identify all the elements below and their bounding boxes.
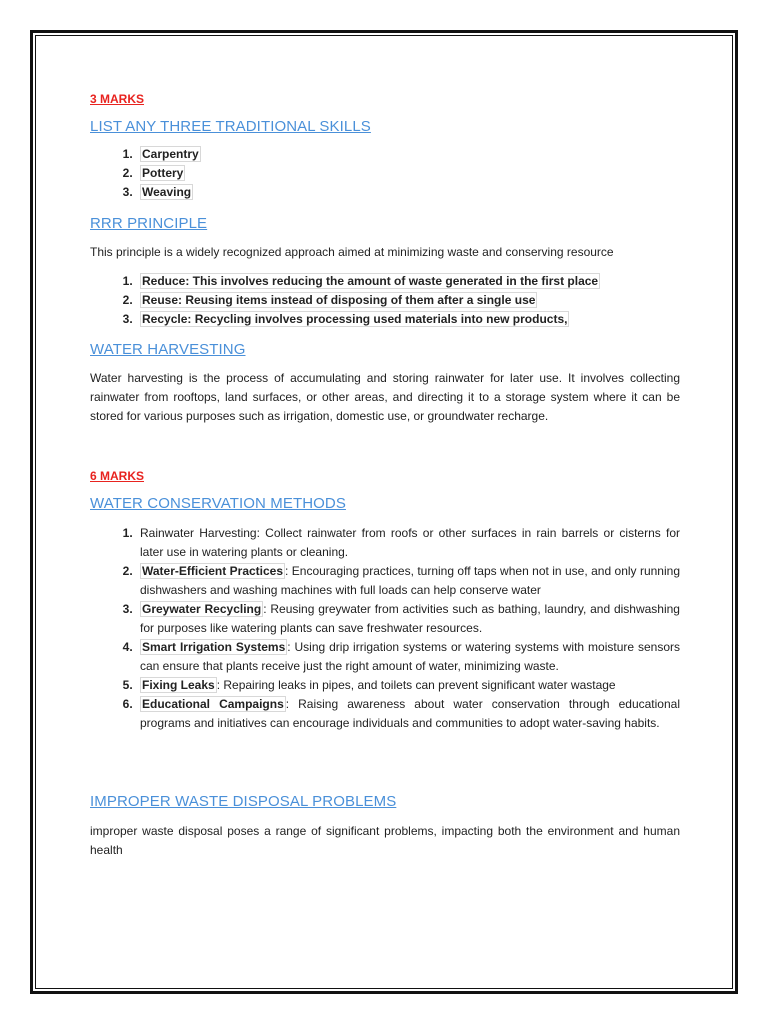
marks-label-3: 3 MARKS — [90, 92, 145, 106]
list-item: 1. Carpentry — [136, 145, 680, 164]
rrr-intro: This principle is a widely recognized approach aimed at minimizing waste and conserving resource — [90, 245, 614, 259]
traditional-skills-list — [90, 145, 680, 202]
list-item: 3. Weaving — [136, 183, 680, 202]
water-harvesting-text: Water harvesting is the process of accumulating and storing rainwater for later use. It involves collecting rainwater from rooftops, land surfaces, or other areas, and directing it to a storage system where it can be stored for various purposes such as irrigation, domestic use, or groundwater recharge. — [90, 371, 680, 423]
list-item: 3. Greywater Recycling : Reusing greywater from activities such as bathing, laundry, and dishwashing for purposes like watering plants can save freshwater resources. — [136, 600, 680, 638]
list-item: 2. Reuse: Reusing items instead of disposing of them after a single use — [136, 291, 680, 310]
list-item: 4. Smart Irrigation Systems : Using drip irrigation systems or watering systems with moisture sensors can ensure that plants receive just the right amount of water, minimizing waste. — [136, 638, 680, 676]
rrr-list — [90, 272, 680, 329]
waste-disposal-text: improper waste disposal poses a range of significant problems, impacting both the environment and human health — [90, 824, 680, 857]
list-item: 6. Educational Campaigns : Raising awareness about water conservation through educational programs and initiatives can encourage individuals and communities to adopt water-saving habits. — [136, 695, 680, 733]
heading-water-harvesting: WATER HARVESTING — [90, 341, 246, 358]
heading-waste-disposal: IMPROPER WASTE DISPOSAL PROBLEMS — [90, 793, 397, 810]
heading-traditional-skills: LIST ANY THREE TRADITIONAL SKILLS — [90, 118, 371, 135]
list-item: 2. Pottery — [136, 164, 680, 183]
marks-label-6: 6 MARKS — [90, 469, 145, 483]
list-item: 3. Recycle: Recycling involves processing used materials into new products, — [136, 310, 680, 329]
list-item: 1. Rainwater Harvesting: Collect rainwater from roofs or other surfaces in rain barrels or cisterns for later use in watering plants or cleaning. — [136, 524, 680, 562]
list-item: 2. Water-Efficient Practices : Encouraging practices, turning off taps when not in use, and only running dishwashers and washing machines with full loads can help conserve water — [136, 562, 680, 600]
list-item: 5. Fixing Leaks : Repairing leaks in pipes, and toilets can prevent significant water wastage — [136, 676, 680, 695]
list-item: 1. Reduce: This involves reducing the amount of waste generated in the first place — [136, 272, 680, 291]
conservation-methods-list — [90, 524, 680, 733]
heading-water-conservation: WATER CONSERVATION METHODS — [90, 495, 346, 512]
heading-rrr-principle: RRR PRINCIPLE — [90, 215, 208, 232]
document-content — [90, 92, 680, 860]
